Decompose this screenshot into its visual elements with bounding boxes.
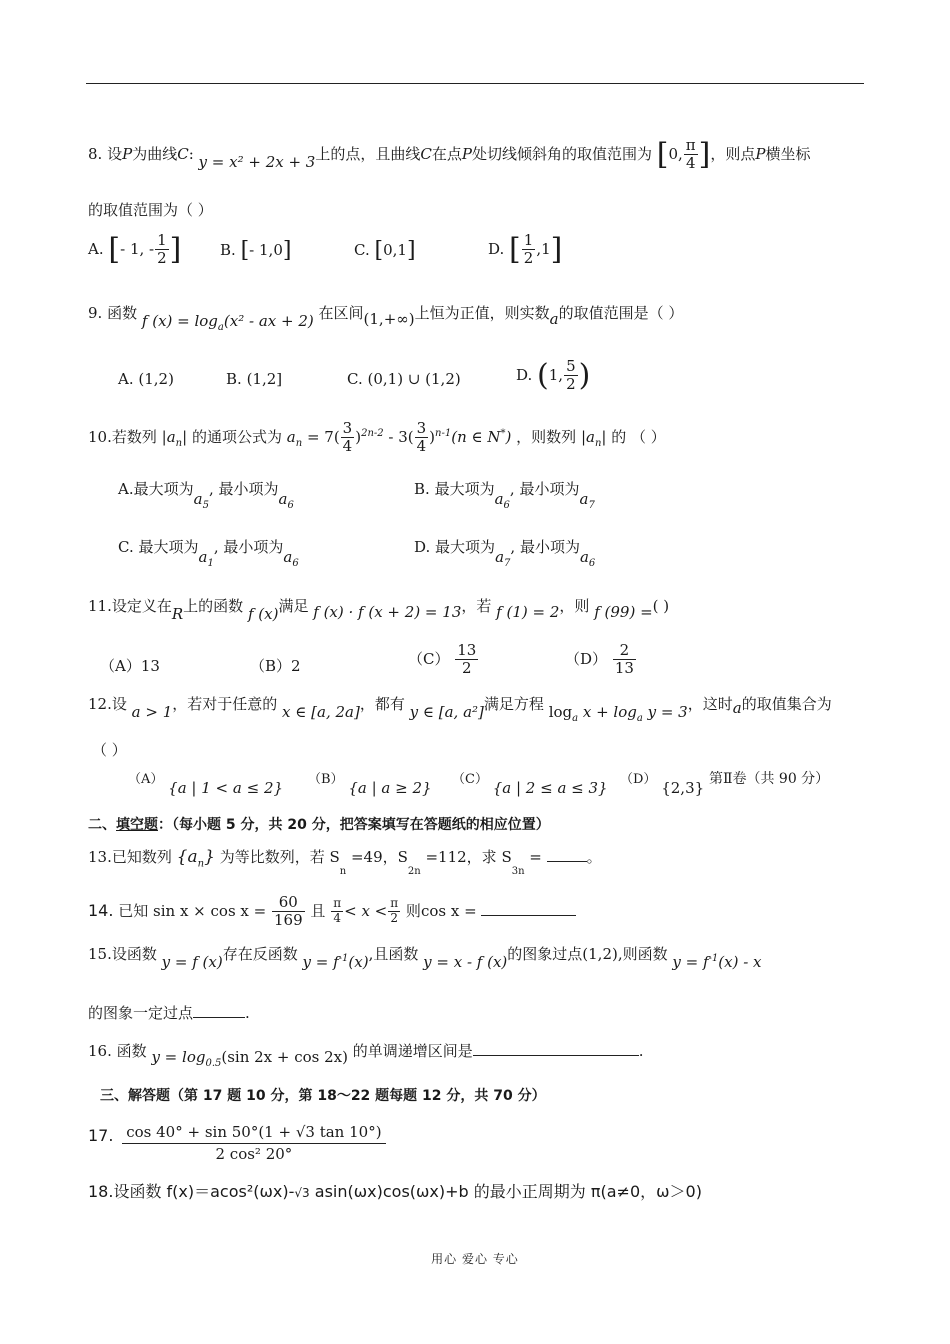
- q8-option-c: C. [0,1]: [354, 238, 416, 263]
- question-9: 9. 函数 f $(x) = \log_a(x^2$ - ax + 2) 在区间(1,+∞)上恒为正值，则实数a的取值范围是（ ）: [88, 304, 684, 333]
- answer-blank: [481, 915, 576, 916]
- question-16: 16. 函数 $y = \log_{0.5}(\sin$ 2x + cos 2x) 的单调递增区间是 .: [88, 1042, 644, 1069]
- q10-option-d: D. 最大项为$a_7$, 最小项为$a_6$: [414, 538, 596, 569]
- general-term-formula: $a_n = 7$( $\frac{3}{4}$ )$^{2n-2}$ - 3( $\frac{3}{4}$ )$^{n-1}$(n ∈ N*): [286, 419, 512, 456]
- q12-option-d: （D） {2,3} 第Ⅱ卷（共 90 分）: [620, 771, 830, 797]
- question-10: 10.若数列 $|a_n|$ 的通项公式为 $a_n = 7$( $\frac{3}{4}$ )$^{2n-2}$ - 3( $\frac{3}{4}$ )$^{n-1}$(n ∈ N*) ，则数列 $|a_n|$ 的 （ ）: [88, 419, 666, 456]
- question-number: 10.: [88, 427, 112, 446]
- q8-option-b: B. [- 1,0]: [220, 238, 292, 263]
- question-number: 16.: [88, 1042, 112, 1060]
- question-18: 18.设函数 f(x)＝acos²(ωx)-√3 asin(ωx)cos(ωx)+b 的最小正周期为 π(a≠0，ω＞0): [88, 1182, 702, 1201]
- q8-option-a: A. [- 1, - $\frac{1}{2}$ ]: [88, 231, 182, 268]
- q11-option-a: （A）13: [100, 657, 160, 675]
- header-rule: [86, 83, 864, 84]
- pi-over-4: $\frac{\pi}{4}$: [685, 136, 696, 173]
- log-function: f $(x) = \log_a(x^2$ - ax + 2): [141, 312, 314, 333]
- question-12-line2: （ ）: [92, 741, 127, 759]
- question-number: 13.: [88, 848, 112, 866]
- page-footer: 用心 爱心 专心: [431, 1252, 519, 1266]
- q9-option-b: B. (1,2]: [226, 370, 283, 388]
- question-12: 12.设 a > 1，若对于任意的 x ∈ [a, 2a]，都有 y ∈ [a, a²]满足方程 $\log_a x + \log_a y = 3$，这时a的取值集合为: [88, 695, 832, 724]
- q11-option-d: （D） $\frac{2}{13}$: [565, 641, 634, 678]
- q9-option-a: A. (1,2): [118, 370, 174, 388]
- answer-blank: [547, 861, 587, 862]
- question-number: 15.: [88, 945, 112, 963]
- part-2-heading: 第Ⅱ卷（共 90 分）: [708, 771, 830, 787]
- section-2-heading: 二、填空题：（每小题 5 分，共 20 分，把答案填写在答题纸的相应位置）: [88, 817, 550, 833]
- question-number: 14.: [88, 900, 114, 920]
- q12-option-a: （A） {a | 1 < a ≤ 2}: [128, 772, 284, 797]
- curve-equation: y = x² + 2x + 3: [198, 152, 316, 171]
- question-number: 18.: [88, 1182, 114, 1201]
- q10-option-c: C. 最大项为$a_1$, 最小项为$a_6$: [118, 538, 299, 569]
- question-number: 12.: [88, 695, 112, 713]
- question-8: 8. 设P为曲线C: y = x² + 2x + 3上的点，且曲线C在点P处切线倾斜角的取值范围为 [0, $\frac{\pi}{4}$ ]，则点P横坐标: [88, 136, 811, 173]
- question-number: 11.: [88, 597, 112, 615]
- q8-option-d: D. [ $\frac{1}{2}$ ,1]: [488, 231, 563, 268]
- question-17: [88, 1122, 387, 1164]
- q12-option-b: （B） {a | a ≥ 2}: [308, 772, 432, 797]
- question-number: 17.: [88, 1126, 114, 1145]
- q11-option-c: （C） $\frac{13}{2}$: [408, 641, 477, 678]
- q12-option-c: （C） {a | 2 ≤ a ≤ 3}: [452, 772, 608, 797]
- section-3-heading: 三、解答题（第 17 题 10 分，第 18～22 题每题 12 分，共 70 分）: [100, 1088, 546, 1104]
- q9-option-c: C. (0,1) ∪ (1,2): [347, 370, 461, 388]
- question-number: 8.: [88, 144, 103, 163]
- q10-option-b: B. 最大项为$a_6$, 最小项为$a_7$: [414, 480, 595, 511]
- question-number: 9.: [88, 304, 103, 322]
- q11-option-b: （B）2: [250, 657, 301, 675]
- question-15: 15.设函数 y = f (x)存在反函数 $y = f^{-1}(x)$,且函数 y = x - f (x)的图象过点(1,2),则函数 $y = f^{-1}(x) - x$: [88, 945, 762, 971]
- question-13: 13.已知数列 $\{a_n\}$ 为等比数列，若 $S_n =49$，$S_{2n} =112$，求 $S_{3n}$ = 。: [88, 847, 602, 877]
- question-11: 11.设定义在R上的函数 f (x)满足 f (x) · f (x + 2) = 13，若 f (1) = 2，则 f (99) =( ): [88, 597, 670, 623]
- expression-fraction: $\frac{\cos 40^\circ + \sin 50^\circ(1 + √3 \tan 10^\circ)}{\text{2 cos² 20°}}$: [122, 1122, 385, 1164]
- answer-blank: [193, 1017, 245, 1018]
- question-14: 14. 已知 sin x × cos x = $\frac{60}{169}$ 且 $\frac{\pi}{4}$ < x < $\frac{\pi}{2}$ 则cos x =: [88, 894, 576, 930]
- answer-blank: [473, 1055, 639, 1056]
- question-15-line2: 的图象一定过点 .: [88, 1004, 250, 1022]
- question-8-line2: 的取值范围为（ ）: [88, 201, 213, 219]
- q10-option-a: A.最大项为$a_5$, 最小项为$a_6$: [118, 480, 294, 511]
- q9-option-d: D. (1, $\frac{5}{2}$ ): [516, 357, 591, 394]
